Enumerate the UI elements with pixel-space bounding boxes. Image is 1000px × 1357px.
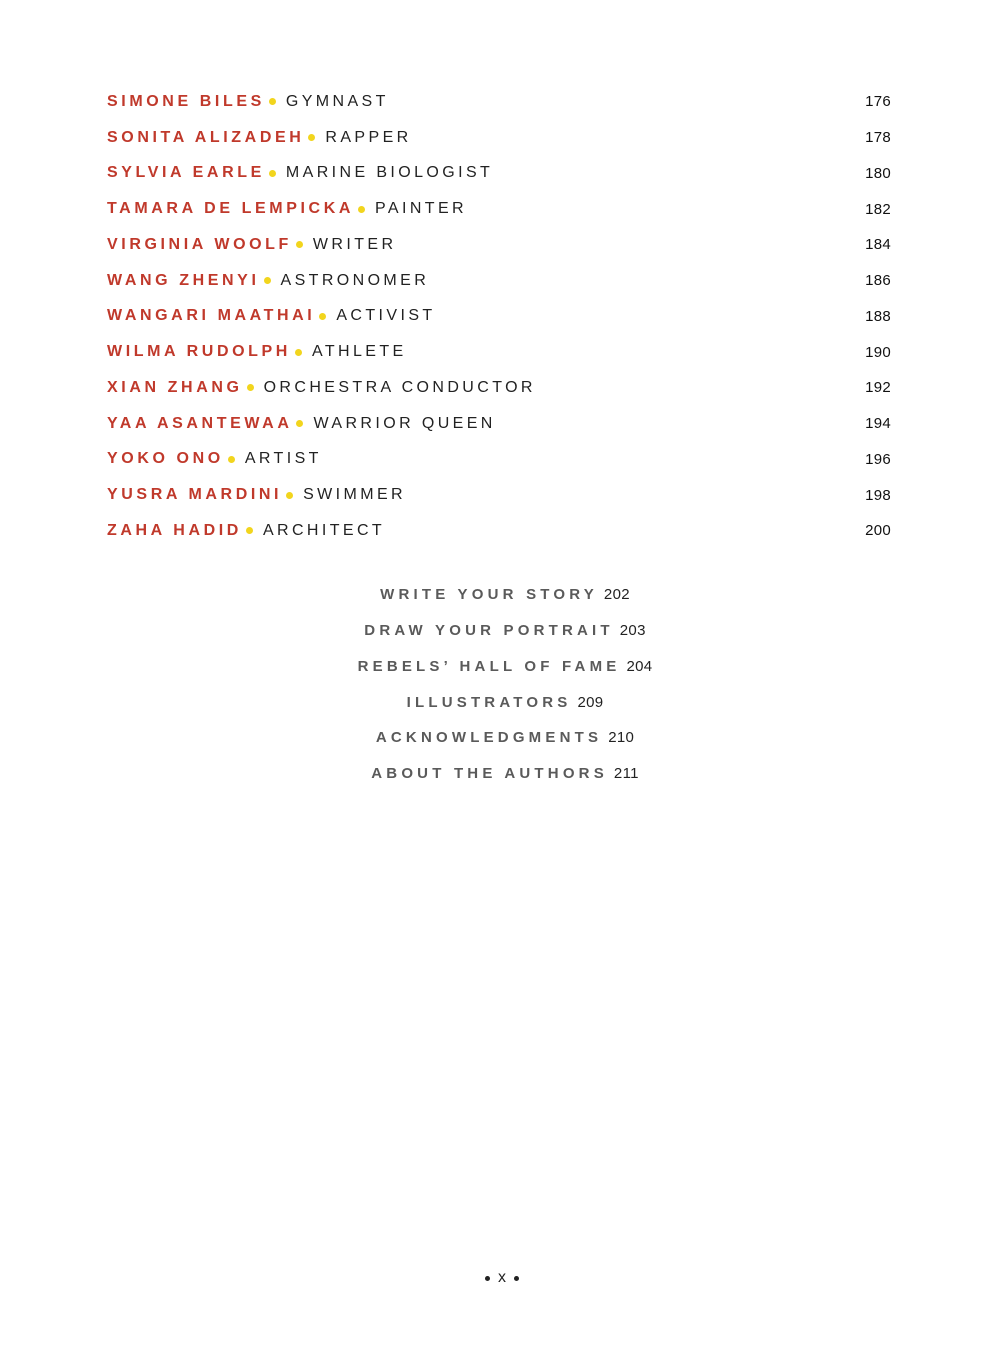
entry-page-number: 194 — [865, 415, 891, 433]
back-matter-page-number: 210 — [608, 729, 635, 747]
entry-page-number: 188 — [865, 307, 891, 325]
dot-icon — [485, 1276, 490, 1281]
entry-name: YAA ASANTEWAA — [107, 414, 293, 432]
back-matter-page-number: 204 — [626, 657, 653, 675]
bullet-icon — [228, 456, 235, 463]
entry-role: ORCHESTRA CONDUCTOR — [263, 378, 536, 396]
bullet-icon — [296, 241, 303, 248]
bullet-icon — [308, 134, 315, 141]
back-matter-page-number: 209 — [577, 693, 604, 711]
toc-entry[interactable] — [107, 156, 891, 192]
back-matter-page-number: 202 — [603, 586, 630, 604]
entry-page-number: 196 — [865, 450, 891, 468]
toc-entry[interactable] — [107, 227, 891, 263]
bullet-icon — [295, 349, 302, 356]
toc-entry[interactable] — [107, 406, 891, 442]
back-matter-entry[interactable] — [0, 613, 1000, 649]
toc-entry[interactable] — [107, 370, 891, 406]
bullet-icon — [296, 420, 303, 427]
entry-name: TAMARA DE LEMPICKA — [107, 200, 355, 218]
entry-role: MARINE BIOLOGIST — [285, 164, 494, 182]
back-matter-entry[interactable] — [0, 649, 1000, 685]
entry-role: WARRIOR QUEEN — [313, 414, 496, 432]
entry-role: ARCHITECT — [262, 521, 386, 539]
bullet-icon — [269, 98, 276, 105]
back-matter-title: DRAW YOUR PORTRAIT — [364, 622, 614, 640]
back-matter-title: REBELS’ HALL OF FAME — [357, 657, 621, 675]
entry-name: SONITA ALIZADEH — [107, 128, 305, 146]
entry-name: SIMONE BILES — [107, 92, 265, 110]
back-matter-title: WRITE YOUR STORY — [380, 586, 598, 604]
back-matter-title: ACKNOWLEDGMENTS — [375, 729, 603, 747]
entry-role: GYMNAST — [285, 92, 389, 110]
toc-entry[interactable] — [107, 477, 891, 513]
entry-page-number: 184 — [865, 236, 891, 254]
entry-role: ATHLETE — [311, 343, 407, 361]
entry-name: YOKO ONO — [107, 450, 224, 468]
bullet-icon — [264, 277, 271, 284]
entry-name: VIRGINIA WOOLF — [107, 235, 292, 253]
bullet-icon — [246, 527, 253, 534]
bullet-icon — [358, 206, 365, 213]
toc-entry[interactable] — [107, 120, 891, 156]
bullet-icon — [269, 170, 276, 177]
toc-entry[interactable] — [107, 84, 891, 120]
entry-page-number: 190 — [865, 343, 891, 361]
entry-name: WANGARI MAATHAI — [107, 307, 316, 325]
entry-role: RAPPER — [325, 128, 412, 146]
bullet-icon — [319, 313, 326, 320]
toc-entry[interactable] — [107, 334, 891, 370]
entry-name: ZAHA HADID — [107, 521, 242, 539]
entry-role: WRITER — [312, 235, 397, 253]
entry-name: WANG ZHENYI — [107, 271, 260, 289]
entry-page-number: 182 — [865, 200, 891, 218]
entry-page-number: 176 — [865, 93, 891, 111]
toc-entry[interactable] — [107, 513, 891, 549]
entry-role: ASTRONOMER — [280, 271, 430, 289]
entry-role: PAINTER — [375, 200, 467, 218]
toc-entry[interactable] — [107, 442, 891, 478]
entry-role: SWIMMER — [303, 486, 407, 504]
page-number: x — [498, 1269, 506, 1286]
toc-entry[interactable] — [107, 263, 891, 299]
back-matter-page-number: 203 — [619, 622, 646, 640]
entry-page-number: 200 — [865, 522, 891, 540]
back-matter-entry[interactable] — [0, 756, 1000, 792]
back-matter-entry[interactable] — [0, 684, 1000, 720]
entry-name: WILMA RUDOLPH — [107, 343, 291, 361]
back-matter-page-number: 211 — [613, 765, 639, 783]
entry-name: XIAN ZHANG — [107, 378, 243, 396]
back-matter-title: ABOUT THE AUTHORS — [371, 765, 608, 783]
bullet-icon — [286, 492, 293, 499]
toc-entry[interactable] — [107, 299, 891, 335]
back-matter-list — [0, 577, 1000, 792]
entry-name: SYLVIA EARLE — [107, 164, 265, 182]
bullet-icon — [247, 384, 254, 391]
back-matter-entry[interactable] — [0, 577, 1000, 613]
dot-icon — [514, 1276, 519, 1281]
entry-role: ARTIST — [244, 450, 322, 468]
entry-role: ACTIVIST — [336, 307, 436, 325]
entry-name: YUSRA MARDINI — [107, 486, 283, 504]
toc-entry[interactable] — [107, 191, 891, 227]
entry-page-number: 180 — [865, 164, 891, 182]
entry-page-number: 192 — [865, 379, 891, 397]
back-matter-entry[interactable] — [0, 720, 1000, 756]
back-matter-title: ILLUSTRATORS — [406, 693, 572, 711]
toc-entries-list — [107, 84, 891, 549]
entry-page-number: 198 — [865, 486, 891, 504]
page-footer — [0, 1269, 1000, 1287]
entry-page-number: 186 — [865, 272, 891, 290]
entry-page-number: 178 — [865, 129, 891, 147]
